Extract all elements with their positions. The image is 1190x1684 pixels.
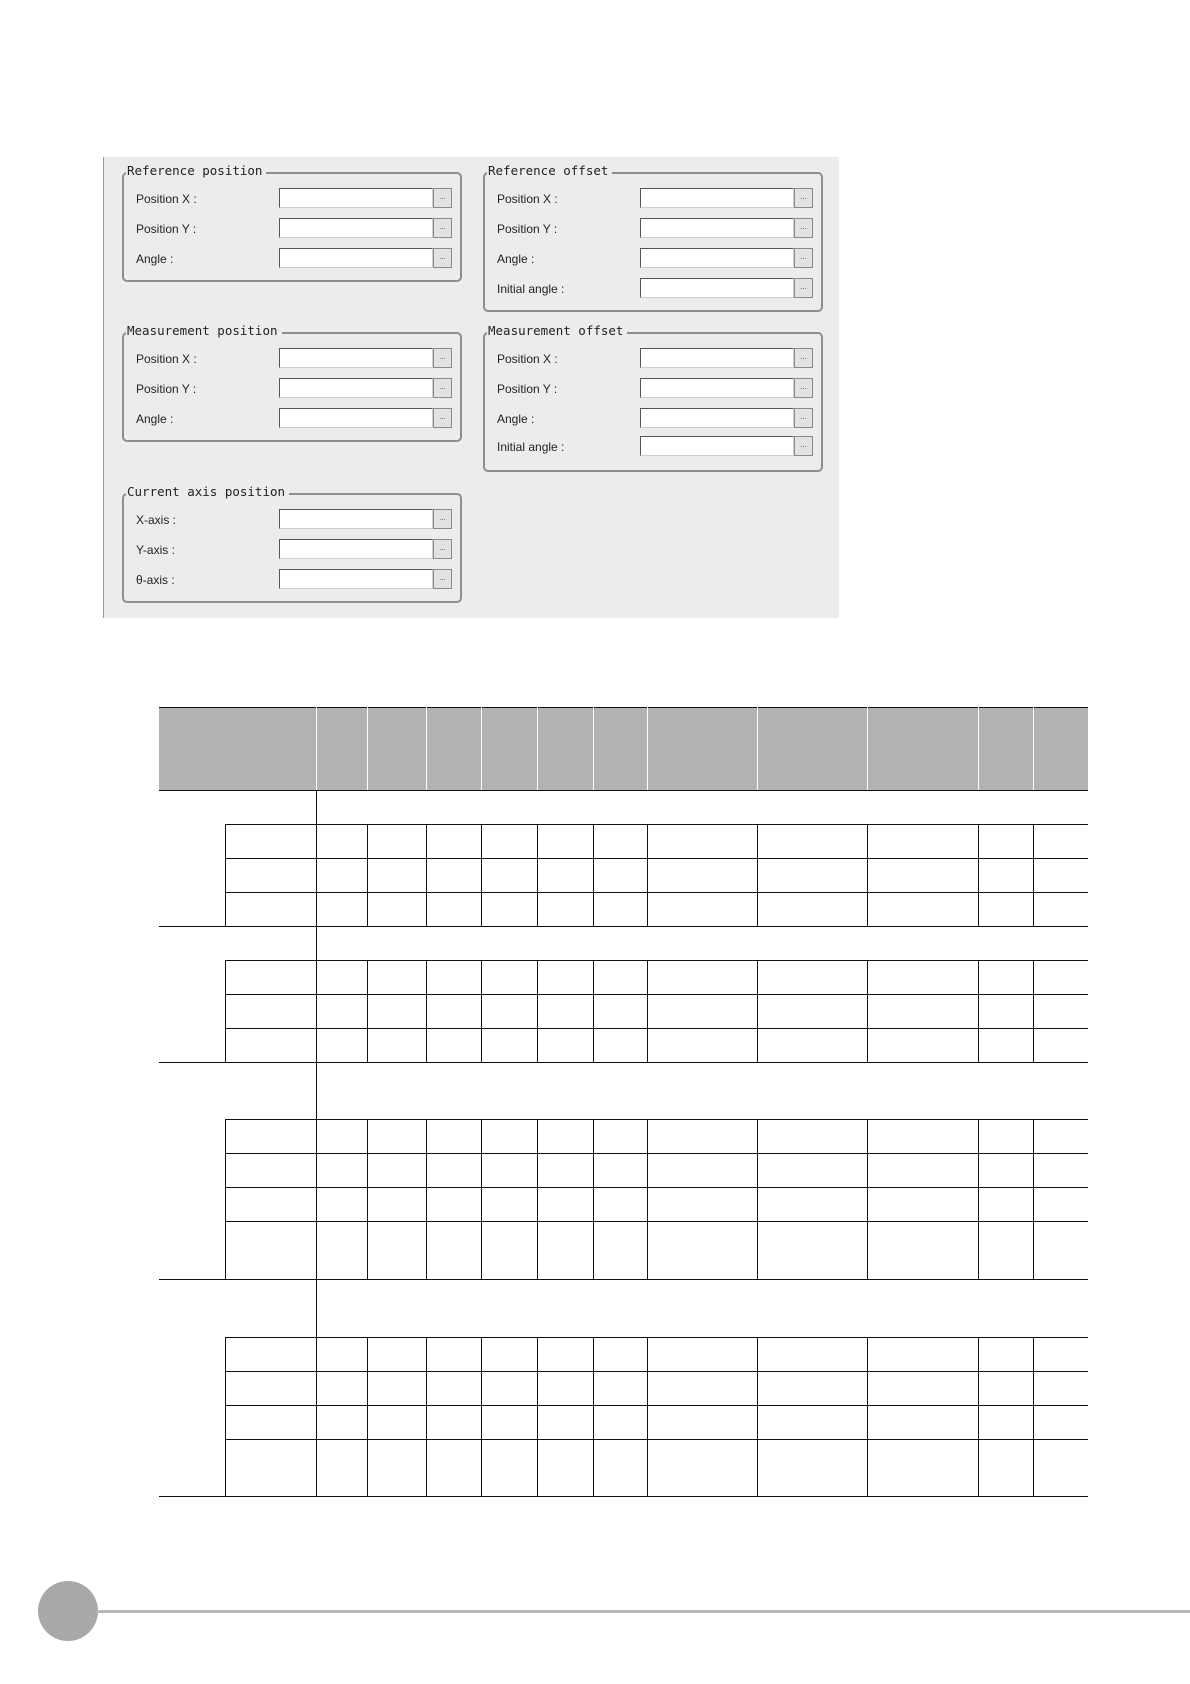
measurement-position-y-input[interactable] <box>279 378 433 398</box>
ellipsis-button[interactable]: ... <box>794 278 813 298</box>
table-column-divider <box>367 1337 368 1496</box>
table-row-divider <box>225 1028 1088 1029</box>
field-row-initial-angle <box>485 436 821 458</box>
reference-position-x-input[interactable] <box>279 188 433 208</box>
table-column-divider <box>647 824 648 926</box>
field-label: Angle : <box>497 252 535 266</box>
field-row-position-y <box>485 378 821 400</box>
header-column-divider <box>647 707 648 790</box>
table-column-divider <box>426 1337 427 1496</box>
table-column-divider <box>367 960 368 1062</box>
field-label: Angle : <box>136 252 174 266</box>
header-column-divider <box>367 707 368 790</box>
table-column-divider <box>867 824 868 926</box>
table-row-divider <box>159 1062 1088 1063</box>
table-column-divider <box>1033 1337 1034 1496</box>
field-row-position-x <box>124 348 460 370</box>
field-label: Position Y : <box>136 222 197 236</box>
group-reference-offset <box>483 163 823 312</box>
group-reference-position <box>122 163 462 282</box>
table-row-divider <box>225 824 1088 825</box>
table-row-divider <box>225 1187 1088 1188</box>
field-row-position-x <box>485 348 821 370</box>
table-column-divider <box>593 1119 594 1279</box>
header-column-divider <box>978 707 979 790</box>
group-title: Measurement offset <box>487 323 627 339</box>
table-column-divider <box>481 1119 482 1279</box>
header-column-divider <box>593 707 594 790</box>
field-row-position-y <box>124 218 460 240</box>
reference-offset-angle-input[interactable] <box>640 248 794 268</box>
ellipsis-button[interactable]: ... <box>433 569 452 589</box>
field-row-angle <box>485 408 821 430</box>
ellipsis-button[interactable]: ... <box>794 248 813 268</box>
field-row-angle <box>124 408 460 430</box>
table-column-divider <box>1033 1119 1034 1279</box>
table-column-divider <box>867 960 868 1062</box>
table-column-divider <box>316 1062 317 1279</box>
table-column-divider <box>593 1337 594 1496</box>
table-row-divider <box>225 960 1088 961</box>
table-row-divider <box>225 1439 1088 1440</box>
table-column-divider <box>367 1119 368 1279</box>
table-row-divider <box>159 926 1088 927</box>
measurement-offset-initial-angle-input[interactable] <box>640 436 794 456</box>
field-label: Position Y : <box>497 222 558 236</box>
ellipsis-button[interactable]: ... <box>794 348 813 368</box>
reference-position-y-input[interactable] <box>279 218 433 238</box>
settings-panel <box>103 157 839 618</box>
group-title: Current axis position <box>126 484 289 500</box>
table-column-divider <box>867 1337 868 1496</box>
ellipsis-button[interactable]: ... <box>794 218 813 238</box>
group-measurement-offset <box>483 323 823 472</box>
ellipsis-button[interactable]: ... <box>433 188 452 208</box>
table-column-divider <box>647 1119 648 1279</box>
table-column-divider <box>481 824 482 926</box>
table-column-divider <box>537 1119 538 1279</box>
table-header-row <box>159 707 1088 790</box>
field-row-position-x <box>485 188 821 210</box>
table-column-divider <box>426 960 427 1062</box>
field-row-position-x <box>124 188 460 210</box>
field-row-x-axis <box>124 509 460 531</box>
measurement-position-x-input[interactable] <box>279 348 433 368</box>
field-label: Position X : <box>497 352 558 366</box>
field-label: θ-axis : <box>136 573 175 587</box>
ellipsis-button[interactable]: ... <box>433 509 452 529</box>
table-column-divider <box>481 1337 482 1496</box>
field-label: X-axis : <box>136 513 177 527</box>
group-title: Reference position <box>126 163 266 179</box>
table-column-divider <box>1033 824 1034 926</box>
table-row-divider <box>225 892 1088 893</box>
field-label: Position X : <box>136 192 197 206</box>
field-label: Position X : <box>497 192 558 206</box>
table-column-divider <box>757 1119 758 1279</box>
measurement-offset-angle-input[interactable] <box>640 408 794 428</box>
ellipsis-button[interactable]: ... <box>433 218 452 238</box>
y-axis-input[interactable] <box>279 539 433 559</box>
field-label: Position Y : <box>497 382 558 396</box>
table-column-divider <box>647 960 648 1062</box>
header-column-divider <box>537 707 538 790</box>
header-column-divider <box>481 707 482 790</box>
table-column-divider <box>593 824 594 926</box>
ellipsis-button[interactable]: ... <box>433 539 452 559</box>
measurement-position-angle-input[interactable] <box>279 408 433 428</box>
table-row-divider <box>159 790 1088 791</box>
table-column-divider <box>481 960 482 1062</box>
table-column-divider <box>316 1279 317 1496</box>
reference-position-angle-input[interactable] <box>279 248 433 268</box>
reference-offset-x-input[interactable] <box>640 188 794 208</box>
header-column-divider <box>757 707 758 790</box>
table-row-divider <box>225 1405 1088 1406</box>
table-column-divider <box>367 824 368 926</box>
field-label: Initial angle : <box>497 282 565 296</box>
ellipsis-button[interactable]: ... <box>794 378 813 398</box>
field-label: Angle : <box>497 412 535 426</box>
table-column-divider <box>757 1337 758 1496</box>
field-row-theta-axis <box>124 569 460 591</box>
table-column-divider <box>225 824 226 926</box>
field-label: Position Y : <box>136 382 197 396</box>
header-column-divider <box>867 707 868 790</box>
ellipsis-button[interactable]: ... <box>794 436 813 456</box>
field-row-position-y <box>485 218 821 240</box>
table-column-divider <box>593 960 594 1062</box>
table-column-divider <box>1033 960 1034 1062</box>
field-row-y-axis <box>124 539 460 561</box>
ellipsis-button[interactable]: ... <box>794 188 813 208</box>
ellipsis-button[interactable]: ... <box>433 248 452 268</box>
field-row-position-y <box>124 378 460 400</box>
field-row-angle <box>124 248 460 270</box>
table-row-divider <box>225 1153 1088 1154</box>
table-column-divider <box>537 1337 538 1496</box>
header-column-divider <box>426 707 427 790</box>
table-column-divider <box>757 824 758 926</box>
table-column-divider <box>537 824 538 926</box>
table-column-divider <box>537 960 538 1062</box>
table-row-divider <box>225 858 1088 859</box>
table-column-divider <box>316 926 317 1062</box>
reference-offset-y-input[interactable] <box>640 218 794 238</box>
table-column-divider <box>978 1337 979 1496</box>
table-row-divider <box>225 1371 1088 1372</box>
page-number-badge <box>38 1581 98 1641</box>
table-column-divider <box>225 1337 226 1496</box>
table-row-divider <box>225 1221 1088 1222</box>
table-row-divider <box>159 707 1088 708</box>
measurement-offset-y-input[interactable] <box>640 378 794 398</box>
group-current-axis-position <box>122 484 462 603</box>
ellipsis-button[interactable]: ... <box>794 408 813 428</box>
ellipsis-button[interactable]: ... <box>433 378 452 398</box>
group-measurement-position <box>122 323 462 442</box>
header-column-divider <box>316 707 317 790</box>
table-column-divider <box>426 1119 427 1279</box>
x-axis-input[interactable] <box>279 509 433 529</box>
ellipsis-button[interactable]: ... <box>433 408 452 428</box>
table-column-divider <box>978 1119 979 1279</box>
group-title: Reference offset <box>487 163 612 179</box>
table-column-divider <box>867 1119 868 1279</box>
ellipsis-button[interactable]: ... <box>433 348 452 368</box>
table-row-divider <box>225 1119 1088 1120</box>
field-label: Initial angle : <box>497 440 565 454</box>
table-row-divider <box>159 1279 1088 1280</box>
group-title: Measurement position <box>126 323 282 339</box>
table-column-divider <box>757 960 758 1062</box>
table-column-divider <box>978 960 979 1062</box>
measurement-offset-x-input[interactable] <box>640 348 794 368</box>
table-column-divider <box>978 824 979 926</box>
theta-axis-input[interactable] <box>279 569 433 589</box>
table-column-divider <box>316 790 317 926</box>
footer-rule <box>96 1610 1190 1613</box>
field-row-angle <box>485 248 821 270</box>
field-label: Angle : <box>136 412 174 426</box>
table-row-divider <box>159 1496 1088 1497</box>
table-column-divider <box>225 1119 226 1279</box>
field-row-initial-angle <box>485 278 821 300</box>
field-label: Y-axis : <box>136 543 175 557</box>
table-column-divider <box>647 1337 648 1496</box>
table-column-divider <box>225 960 226 1062</box>
table-column-divider <box>426 824 427 926</box>
reference-offset-initial-angle-input[interactable] <box>640 278 794 298</box>
table-row-divider <box>225 994 1088 995</box>
table-row-divider <box>225 1337 1088 1338</box>
header-column-divider <box>1033 707 1034 790</box>
field-label: Position X : <box>136 352 197 366</box>
